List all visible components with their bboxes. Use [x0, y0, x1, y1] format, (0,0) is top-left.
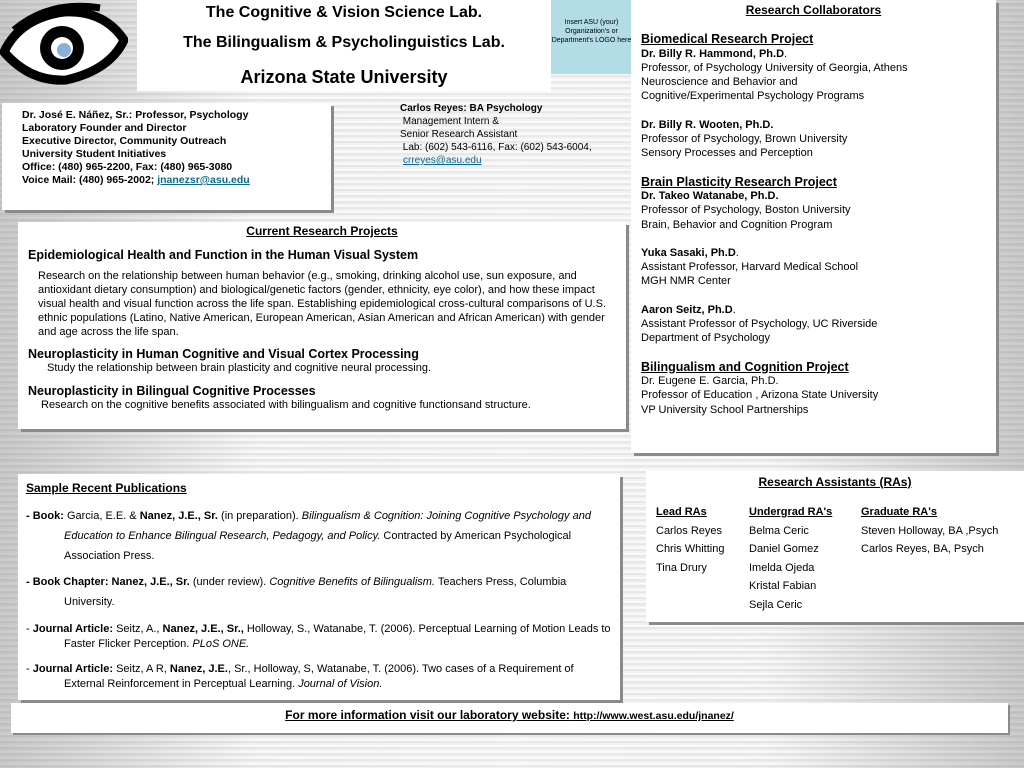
collaborators-header: Research Collaborators	[745, 3, 882, 17]
director-contact	[2, 103, 331, 210]
ra-name: Belma Ceric	[749, 524, 809, 537]
intern-email-link[interactable]: crreyes@asu.edu	[403, 155, 482, 166]
logo-placeholder: Insert ASU (your) Organization's or Department's LOGO here	[551, 0, 632, 74]
collaborator-detail: Department of Psychology	[641, 332, 771, 345]
director-role: Laboratory Founder and Director	[22, 122, 187, 134]
collaborator-detail: Sensory Processes and Perception	[641, 147, 813, 160]
lab-title-1: The Cognitive & Vision Science Lab.	[205, 4, 483, 21]
project-title: Neuroplasticity in Bilingual Cognitive Processes	[28, 384, 316, 398]
intern-phone: Lab: (602) 543-6116, Fax: (602) 543-6004,	[400, 142, 592, 153]
director-name: Dr. José E. Náñez, Sr.: Professor, Psychology	[22, 109, 249, 121]
director-phone: Office: (480) 965-2200, Fax: (480) 965-3080	[22, 161, 233, 173]
collaborator-detail: Professor of Psychology, Boston University	[641, 204, 851, 217]
pub-title: Cognitive Benefits of Bilingualism.	[269, 576, 436, 588]
ra-name: Daniel Gomez	[749, 543, 819, 555]
pub-authors: Garcia, E.E. &	[66, 510, 140, 522]
collaborator-detail: Professor of Education , Arizona State University	[641, 389, 879, 402]
project-desc: Research on the cognitive benefits associated with bilingualism and cognitive functionsand structure.	[41, 399, 531, 411]
project-desc: Research on the relationship between human behavior (e.g., smoking, drinking alcohol use, sun exposure, and antioxidant dietary consumption) and biological/genetic factors (gender, ethnicity, eye color), and how these impact visual health and visual function across the life span. Establishing epidemiological cross-cultural comparisons of U.S. ethnic populations (Latino, Native American, European American, Asian American and African American) with gender and age across the life span.	[38, 270, 607, 338]
ra-name: Sejla Ceric	[749, 598, 803, 611]
ra-name: Steven Holloway, BA ,Psych	[861, 524, 999, 537]
website-link[interactable]: http://www.west.asu.edu/jnanez/	[573, 710, 734, 722]
university-title: Arizona State University	[240, 67, 448, 87]
collaborator-name: Aaron Seitz, Ph.D	[641, 303, 733, 316]
collaborator-detail: Neuroscience and Behavior and	[641, 76, 798, 89]
collaborator-name: Dr. Eugene E. Garcia, Ph.D.	[641, 374, 779, 387]
projects-header: Current Research Projects	[246, 224, 398, 238]
publications-panel	[18, 474, 620, 700]
research-assistants-panel	[646, 471, 1024, 622]
footer-text: For more information visit our laboratory website:	[285, 708, 574, 722]
section-title: Biomedical Research Project	[641, 32, 814, 47]
ra-name: Kristal Fabian	[749, 580, 817, 592]
ra-name: Tina Drury	[656, 561, 707, 574]
pub-type: - Book:	[26, 510, 67, 522]
grad-ras-column	[861, 503, 998, 559]
pub-publisher: Teachers Press, Columbia University.	[64, 576, 567, 608]
publication-entry	[26, 506, 612, 566]
collaborator-detail: VP University School Partnerships	[641, 403, 809, 416]
ra-name: Carlos Reyes	[656, 524, 723, 537]
director-email-link[interactable]: jnanezsr@asu.edu	[157, 174, 250, 186]
lead-ras-column	[656, 503, 724, 577]
eye-logo	[0, 0, 128, 95]
pub-type: Journal Article:	[32, 623, 114, 635]
pub-status: (under review).	[189, 576, 270, 588]
collaborator-detail: MGH NMR Center	[641, 275, 731, 288]
collaborator-detail: Assistant Professor of Psychology, UC Riverside	[641, 318, 878, 331]
pub-authors: Seitz, A R,	[113, 663, 170, 675]
collaborator-detail: Cognitive/Experimental Psychology Programs	[641, 90, 865, 103]
undergrad-ras-column	[749, 503, 832, 614]
collaborator-name: Dr. Billy R. Wooten, Ph.D.	[641, 118, 774, 131]
project-desc: Study the relationship between brain plasticity and cognitive neural processing.	[47, 362, 432, 374]
ra-name: Carlos Reyes, BA, Psych	[861, 543, 984, 555]
collaborators-panel: Research Collaborators Biomedical Research Project Dr. Billy R. Hammond, Ph.D. Professor, of Psychology University of Georgia, Athens Neuroscience and Behavior and Cognitive/Experimental Psychology Programs Dr. Billy R. Wooten, Ph.D. Professor of Psychology, Brown University Sensory Processes and Perception Brain Plasticity Research Project Dr. Takeo Watanabe, Ph.D. Professor of Psychology, Boston University Brain, Behavior and Cognition Program Yuka Sasaki, Ph.D. Assistant Professor, Harvard Medical School MGH NMR Center Aaron Seitz, Ph.D. Assistant Professor of Psychology, UC Riverside Department of Psychology Bilingualism and Cognition Project Dr. Eugene E. Garcia, Ph.D. Professor of Education , Arizona State University VP University School Partnerships	[631, 0, 996, 453]
project-title: Epidemiological Health and Function in the Human Visual System	[28, 248, 419, 262]
collaborator-detail: Assistant Professor, Harvard Medical School	[641, 261, 859, 274]
pub-type: Journal Article:	[32, 663, 114, 675]
pub-details: , Sr., Holloway, S, Watanabe, T. (2006). Two cases of a Requirement of External Reinforcement in Perceptual Learning.	[64, 663, 574, 690]
pub-type: - Book Chapter: Nanez, J.E., Sr.	[26, 576, 190, 588]
section-title: Bilingualism and Cognition Project	[641, 359, 849, 374]
collaborator-name: Dr. Takeo Watanabe, Ph.D.	[641, 189, 779, 202]
ra-name: Imelda Ojeda	[749, 561, 815, 574]
pub-publisher: Contracted by American Psychological Association Press.	[64, 530, 572, 562]
ras-header: Research Assistants (RAs)	[758, 475, 912, 489]
publication-entry: - Journal Article: Seitz, A., Nanez, J.E., Sr., Holloway, S., Watanabe, T. (2006). Perceptual Learning of Motion Leads to Faster Flicker Perception. PLoS ONE.	[26, 623, 611, 650]
collaborator-name: Dr. Billy R. Hammond, Ph.D	[641, 47, 785, 60]
pub-author-bold: Nanez, J.E., Sr.,	[162, 623, 244, 635]
lab-title-2: The Bilingualism & Psycholinguistics Lab.	[183, 34, 505, 51]
collaborator-name: Yuka Sasaki, Ph.D	[641, 246, 736, 259]
pub-details: Holloway, S., Watanabe, T. (2006). Perceptual Learning of Motion Leads to Faster Flicker Perception.	[64, 623, 611, 650]
intern-role-2: Senior Research Assistant	[400, 129, 518, 140]
column-header: Lead RAs	[656, 506, 707, 518]
pub-journal: Journal of Vision.	[298, 678, 383, 690]
pub-author-bold: Nanez, J.E.	[169, 663, 228, 675]
collaborator-detail: Professor of Psychology, Brown University	[641, 133, 848, 146]
column-header: Graduate RA's	[861, 506, 937, 518]
director-role-2: Executive Director, Community Outreach	[22, 135, 227, 147]
pub-author-bold: Nanez, J.E., Sr.	[139, 510, 218, 522]
publications-header: Sample Recent Publications	[26, 481, 187, 495]
collaborator-detail: Professor, of Psychology University of Georgia, Athens	[641, 61, 908, 74]
publication-entry	[26, 572, 612, 612]
publication-entry: - Journal Article: Seitz, A R, Nanez, J.E., Sr., Holloway, S, Watanabe, T. (2006). Two cases of a Requirement of External Reinforcement in Perceptual Learning. Journal of Vision.	[26, 663, 574, 690]
project-title: Neuroplasticity in Human Cognitive and Visual Cortex Processing	[28, 347, 419, 361]
intern-name: Carlos Reyes: BA Psychology	[400, 103, 543, 114]
collaborator-detail: Brain, Behavior and Cognition Program	[641, 218, 833, 231]
director-voicemail	[22, 174, 331, 187]
section-title: Brain Plasticity Research Project	[641, 174, 837, 189]
pub-status: (in preparation).	[217, 510, 302, 522]
pub-title: Bilingualism & Cognition: Joining Cognitive Psychology and Education to Enhance Bilingual Research, Pedagogy, and Policy.	[64, 510, 591, 542]
pub-journal: PLoS ONE.	[192, 638, 250, 650]
ra-name: Chris Whitting	[656, 543, 725, 555]
footer-banner	[11, 703, 1008, 733]
director-role-3: University Student Initiatives	[22, 148, 167, 160]
title-box	[137, 0, 551, 91]
research-projects-panel	[18, 222, 626, 429]
pub-authors: Seitz, A.,	[113, 623, 163, 635]
column-header: Undergrad RA's	[749, 506, 833, 518]
intern-contact	[400, 102, 592, 167]
intern-role: Management Intern &	[400, 116, 499, 127]
voicemail-text: Voice Mail: (480) 965-2002;	[22, 174, 158, 186]
